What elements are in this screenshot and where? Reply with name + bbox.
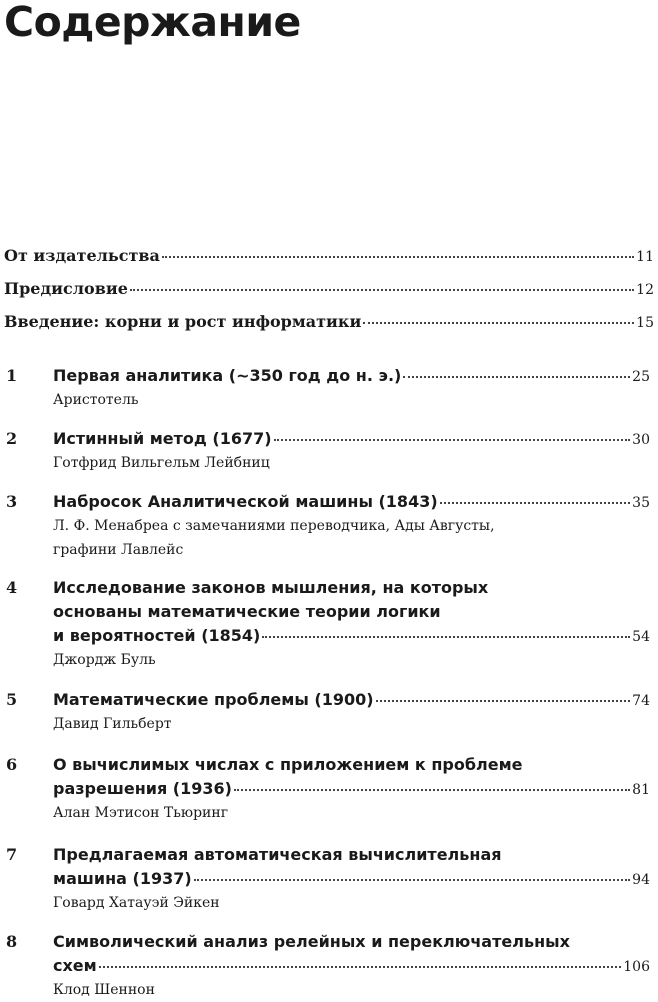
page-title: Содержание (4, 0, 301, 46)
chapter-author: Джордж Буль (53, 652, 156, 668)
chapter-page: 81 (632, 782, 650, 798)
toc-entry-title: Предисловие (4, 279, 128, 298)
chapter-number: 2 (6, 429, 18, 448)
toc-entry-title: От издательства (4, 246, 160, 265)
chapter-title-line (53, 427, 650, 451)
chapter-title: Символический анализ релейных и переключательных (53, 932, 570, 951)
chapter-page: 25 (632, 369, 650, 385)
dot-leader (274, 439, 631, 441)
chapter-author: графини Лавлейс (53, 542, 184, 558)
chapter-title: машина (1937) (53, 869, 192, 888)
chapter-title: Математические проблемы (1900) (53, 690, 374, 709)
chapter-author: Аристотель (53, 392, 139, 408)
toc-entry-introduction[interactable] (4, 312, 654, 345)
chapter-page: 74 (632, 693, 650, 709)
toc-entry-title: Введение: корни и рост информатики (4, 312, 362, 331)
chapter-title: Первая аналитика (~350 год до н. э.) (53, 366, 402, 385)
chapter-author: Клод Шеннон (53, 982, 155, 998)
front-matter-list (4, 246, 654, 345)
chapter-title-line (53, 688, 650, 712)
dot-leader (234, 789, 630, 791)
chapter-number: 3 (6, 492, 18, 511)
chapter-number: 5 (6, 690, 18, 709)
chapter-page: 54 (632, 629, 650, 645)
chapter-title: разрешения (1936) (53, 779, 232, 798)
toc-entry-page: 11 (636, 249, 654, 265)
dot-leader (403, 376, 630, 378)
chapter-author: Л. Ф. Менабреа с замечаниями переводчика, Ады Августы, (53, 518, 495, 534)
dot-leader (262, 636, 630, 638)
dot-leader (130, 289, 634, 291)
toc-entry-preface[interactable] (4, 279, 654, 312)
chapter-title-line (53, 954, 650, 978)
chapter-number: 1 (6, 366, 18, 385)
chapter-author: Алан Мэтисон Тьюринг (53, 805, 229, 821)
chapter-page: 94 (632, 872, 650, 888)
dot-leader (162, 256, 634, 258)
chapter-title: Набросок Аналитической машины (1843) (53, 492, 438, 511)
chapter-title: О вычислимых числах с приложением к проблеме (53, 755, 523, 774)
chapter-number: 7 (6, 845, 18, 864)
chapter-title: Истинный метод (1677) (53, 429, 272, 448)
chapter-page: 30 (632, 432, 650, 448)
chapter-title: Исследование законов мышления, на которых (53, 578, 489, 597)
chapter-title-line (53, 490, 650, 514)
dot-leader (440, 502, 631, 504)
dot-leader (363, 322, 634, 324)
chapter-number: 4 (6, 578, 18, 597)
chapter-title: основаны математические теории логики (53, 602, 441, 621)
chapter-title-line (53, 867, 650, 891)
chapter-title-line (53, 364, 650, 388)
chapter-title: и вероятностей (1854) (53, 626, 261, 645)
dot-leader (99, 966, 622, 968)
chapter-author: Давид Гильберт (53, 716, 172, 732)
chapter-title: схем (53, 956, 97, 975)
chapter-title-line (53, 624, 650, 648)
chapter-number: 6 (6, 755, 18, 774)
chapter-title-line (53, 777, 650, 801)
dot-leader (376, 700, 631, 702)
toc-entry-page: 12 (636, 282, 654, 298)
chapter-title: Предлагаемая автоматическая вычислительная (53, 845, 502, 864)
toc-entry-page: 15 (636, 315, 654, 331)
chapter-page: 106 (623, 959, 650, 975)
chapter-page: 35 (632, 495, 650, 511)
chapter-author: Говард Хатауэй Эйкен (53, 895, 220, 911)
dot-leader (194, 879, 631, 881)
chapter-number: 8 (6, 932, 18, 951)
chapter-author: Готфрид Вильгельм Лейбниц (53, 455, 270, 471)
toc-entry-publisher[interactable] (4, 246, 654, 279)
